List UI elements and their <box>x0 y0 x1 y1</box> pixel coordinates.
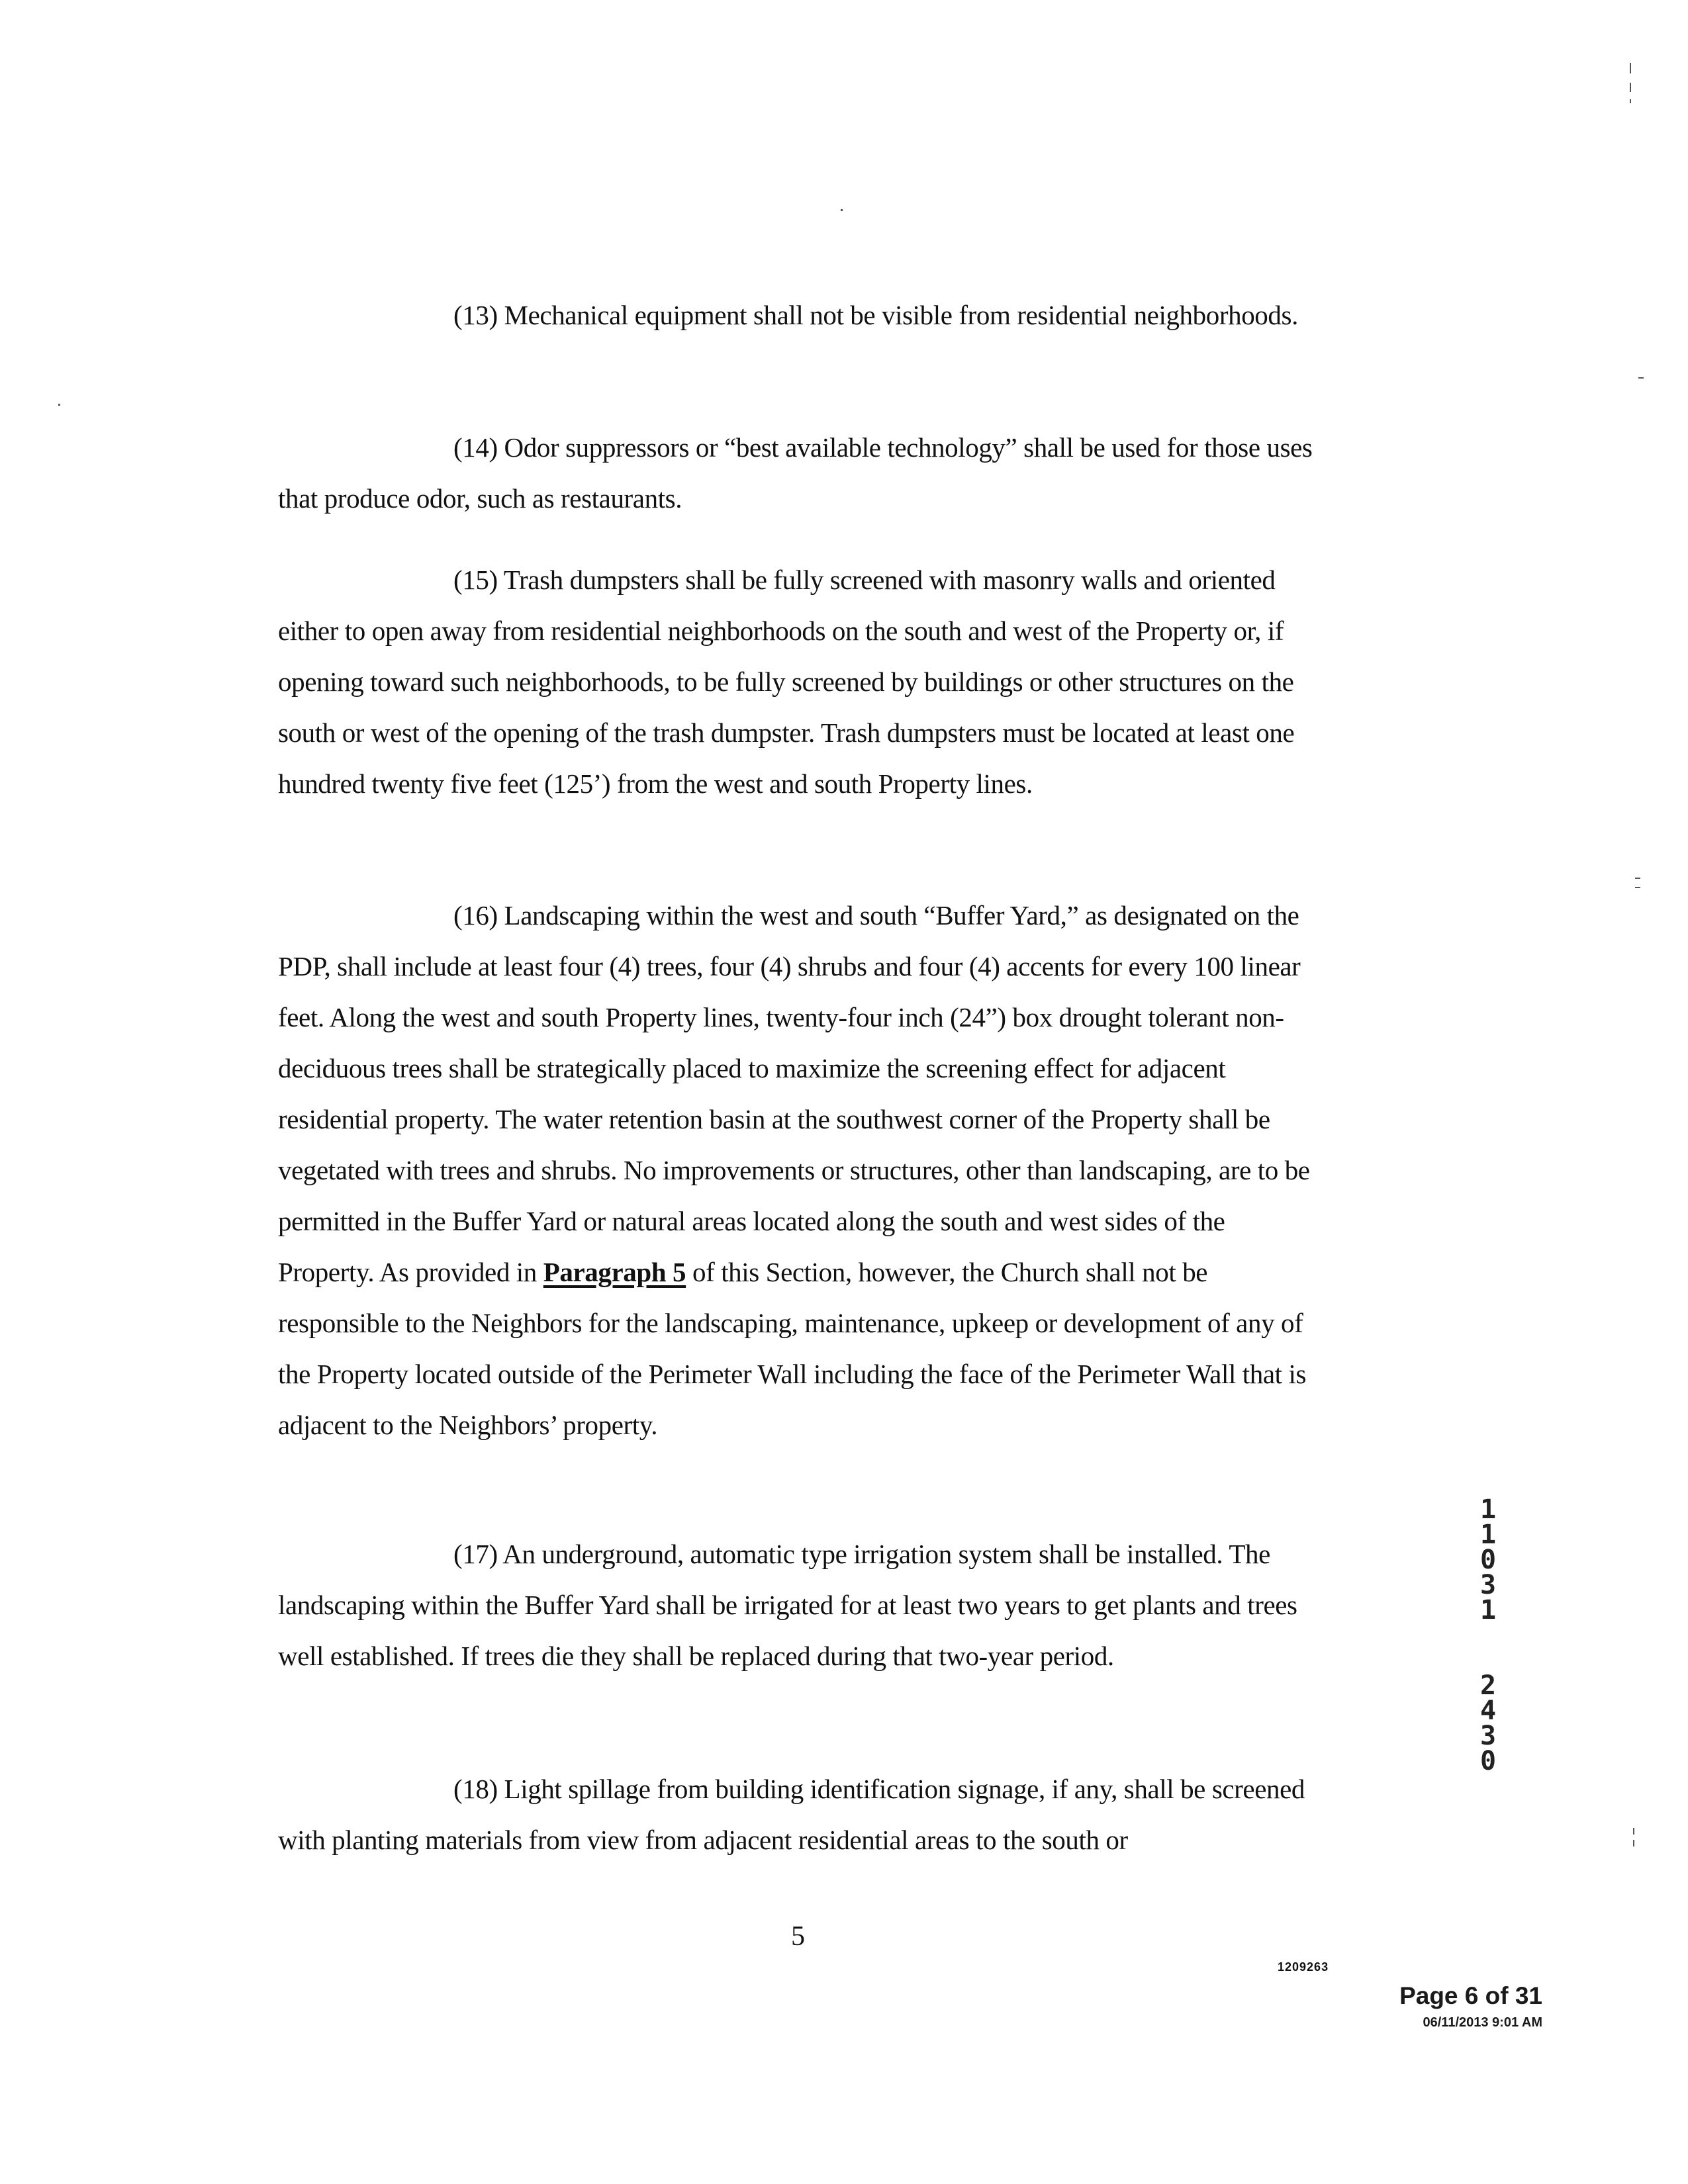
recording-digit: 3 <box>1479 1721 1497 1751</box>
recording-digit: 1 <box>1479 1595 1497 1625</box>
vertical-recording-number-top <box>1475 1494 1501 1625</box>
scan-mark <box>1630 99 1631 103</box>
scan-mark <box>1633 1840 1634 1846</box>
recording-page-label: Page 6 of 31 <box>1399 1982 1542 2009</box>
recording-digit: 1 <box>1479 1494 1497 1525</box>
paragraph-5-reference: Paragraph 5 <box>543 1257 686 1287</box>
recording-digit: 3 <box>1479 1570 1497 1600</box>
paragraph-15: (15) Trash dumpsters shall be fully screened with masonry walls and oriented either to open away from residential neighborhoods on the south and west of the Property or, if opening toward such neighborhoods, to be fully screened by buildings or other structures on the south or west of the opening of the trash dumpster. Trash dumpsters must be located at least one hundred twenty five feet (125’) from the west and south Property lines. <box>278 565 1295 799</box>
scan-mark <box>1633 1828 1634 1835</box>
paragraph-16-text-before: (16) Landscaping within the west and south “Buffer Yard,” as designated on the PDP, shall include at least four (4) trees, four (4) shrubs and four (4) accents for every 100 linear feet. Along the west and south Property lines, twenty-four inch (24”) box drought tolerant non-deciduous trees shall be strategically placed to maximize the screening effect for adjacent residential property. The water retention basin at the southwest corner of the Property shall be vegetated with trees and shrubs. No improvements or structures, other than landscaping, are to be permitted in the Buffer Yard or natural areas located along the south and west sides of the Property. As provided in <box>278 900 1310 1287</box>
scan-mark <box>1630 83 1631 92</box>
paragraph-17: (17) An underground, automatic type irrigation system shall be installed. The landscaping within the Buffer Yard shall be irrigated for at least two years to get plants and trees well established. If trees die they shall be replaced during that two-year period. <box>278 1539 1297 1671</box>
recording-digit: 2 <box>1479 1670 1497 1701</box>
scan-mark <box>58 404 60 406</box>
vertical-recording-number-bottom <box>1475 1670 1501 1776</box>
recording-digit: 1 <box>1479 1520 1497 1550</box>
scan-mark <box>1630 63 1631 73</box>
scan-mark <box>1635 887 1640 888</box>
scan-mark <box>1638 377 1644 379</box>
recording-digit: 0 <box>1479 1746 1497 1776</box>
document-id: 1209263 <box>1278 1960 1329 1974</box>
paragraph-16-text-after: of this Section, however, the Church shall not be responsible to the Neighbors for the landscaping, maintenance, upkeep or development of any of the Property located outside of the Perimeter Wall including the face of the Perimeter Wall that is adjacent to the Neighbors’ property. <box>278 1257 1307 1440</box>
scan-mark <box>841 209 843 211</box>
recording-digit: 4 <box>1479 1696 1497 1726</box>
paragraph-18: (18) Light spillage from building identification signage, if any, shall be screened with planting materials from view from adjacent residential areas to the south or <box>278 1774 1305 1855</box>
paragraph-16 <box>278 890 1324 1451</box>
scan-mark <box>1635 878 1640 879</box>
page-number: 5 <box>791 1921 805 1952</box>
paragraph-13: (13) Mechanical equipment shall not be visible from residential neighborhoods. <box>453 300 1298 330</box>
recording-digit: 0 <box>1479 1545 1497 1575</box>
recording-timestamp: 06/11/2013 9:01 AM <box>1423 2015 1542 2030</box>
paragraph-14: (14) Odor suppressors or “best available technology” shall be used for those uses that produce odor, such as restaurants. <box>278 432 1313 514</box>
